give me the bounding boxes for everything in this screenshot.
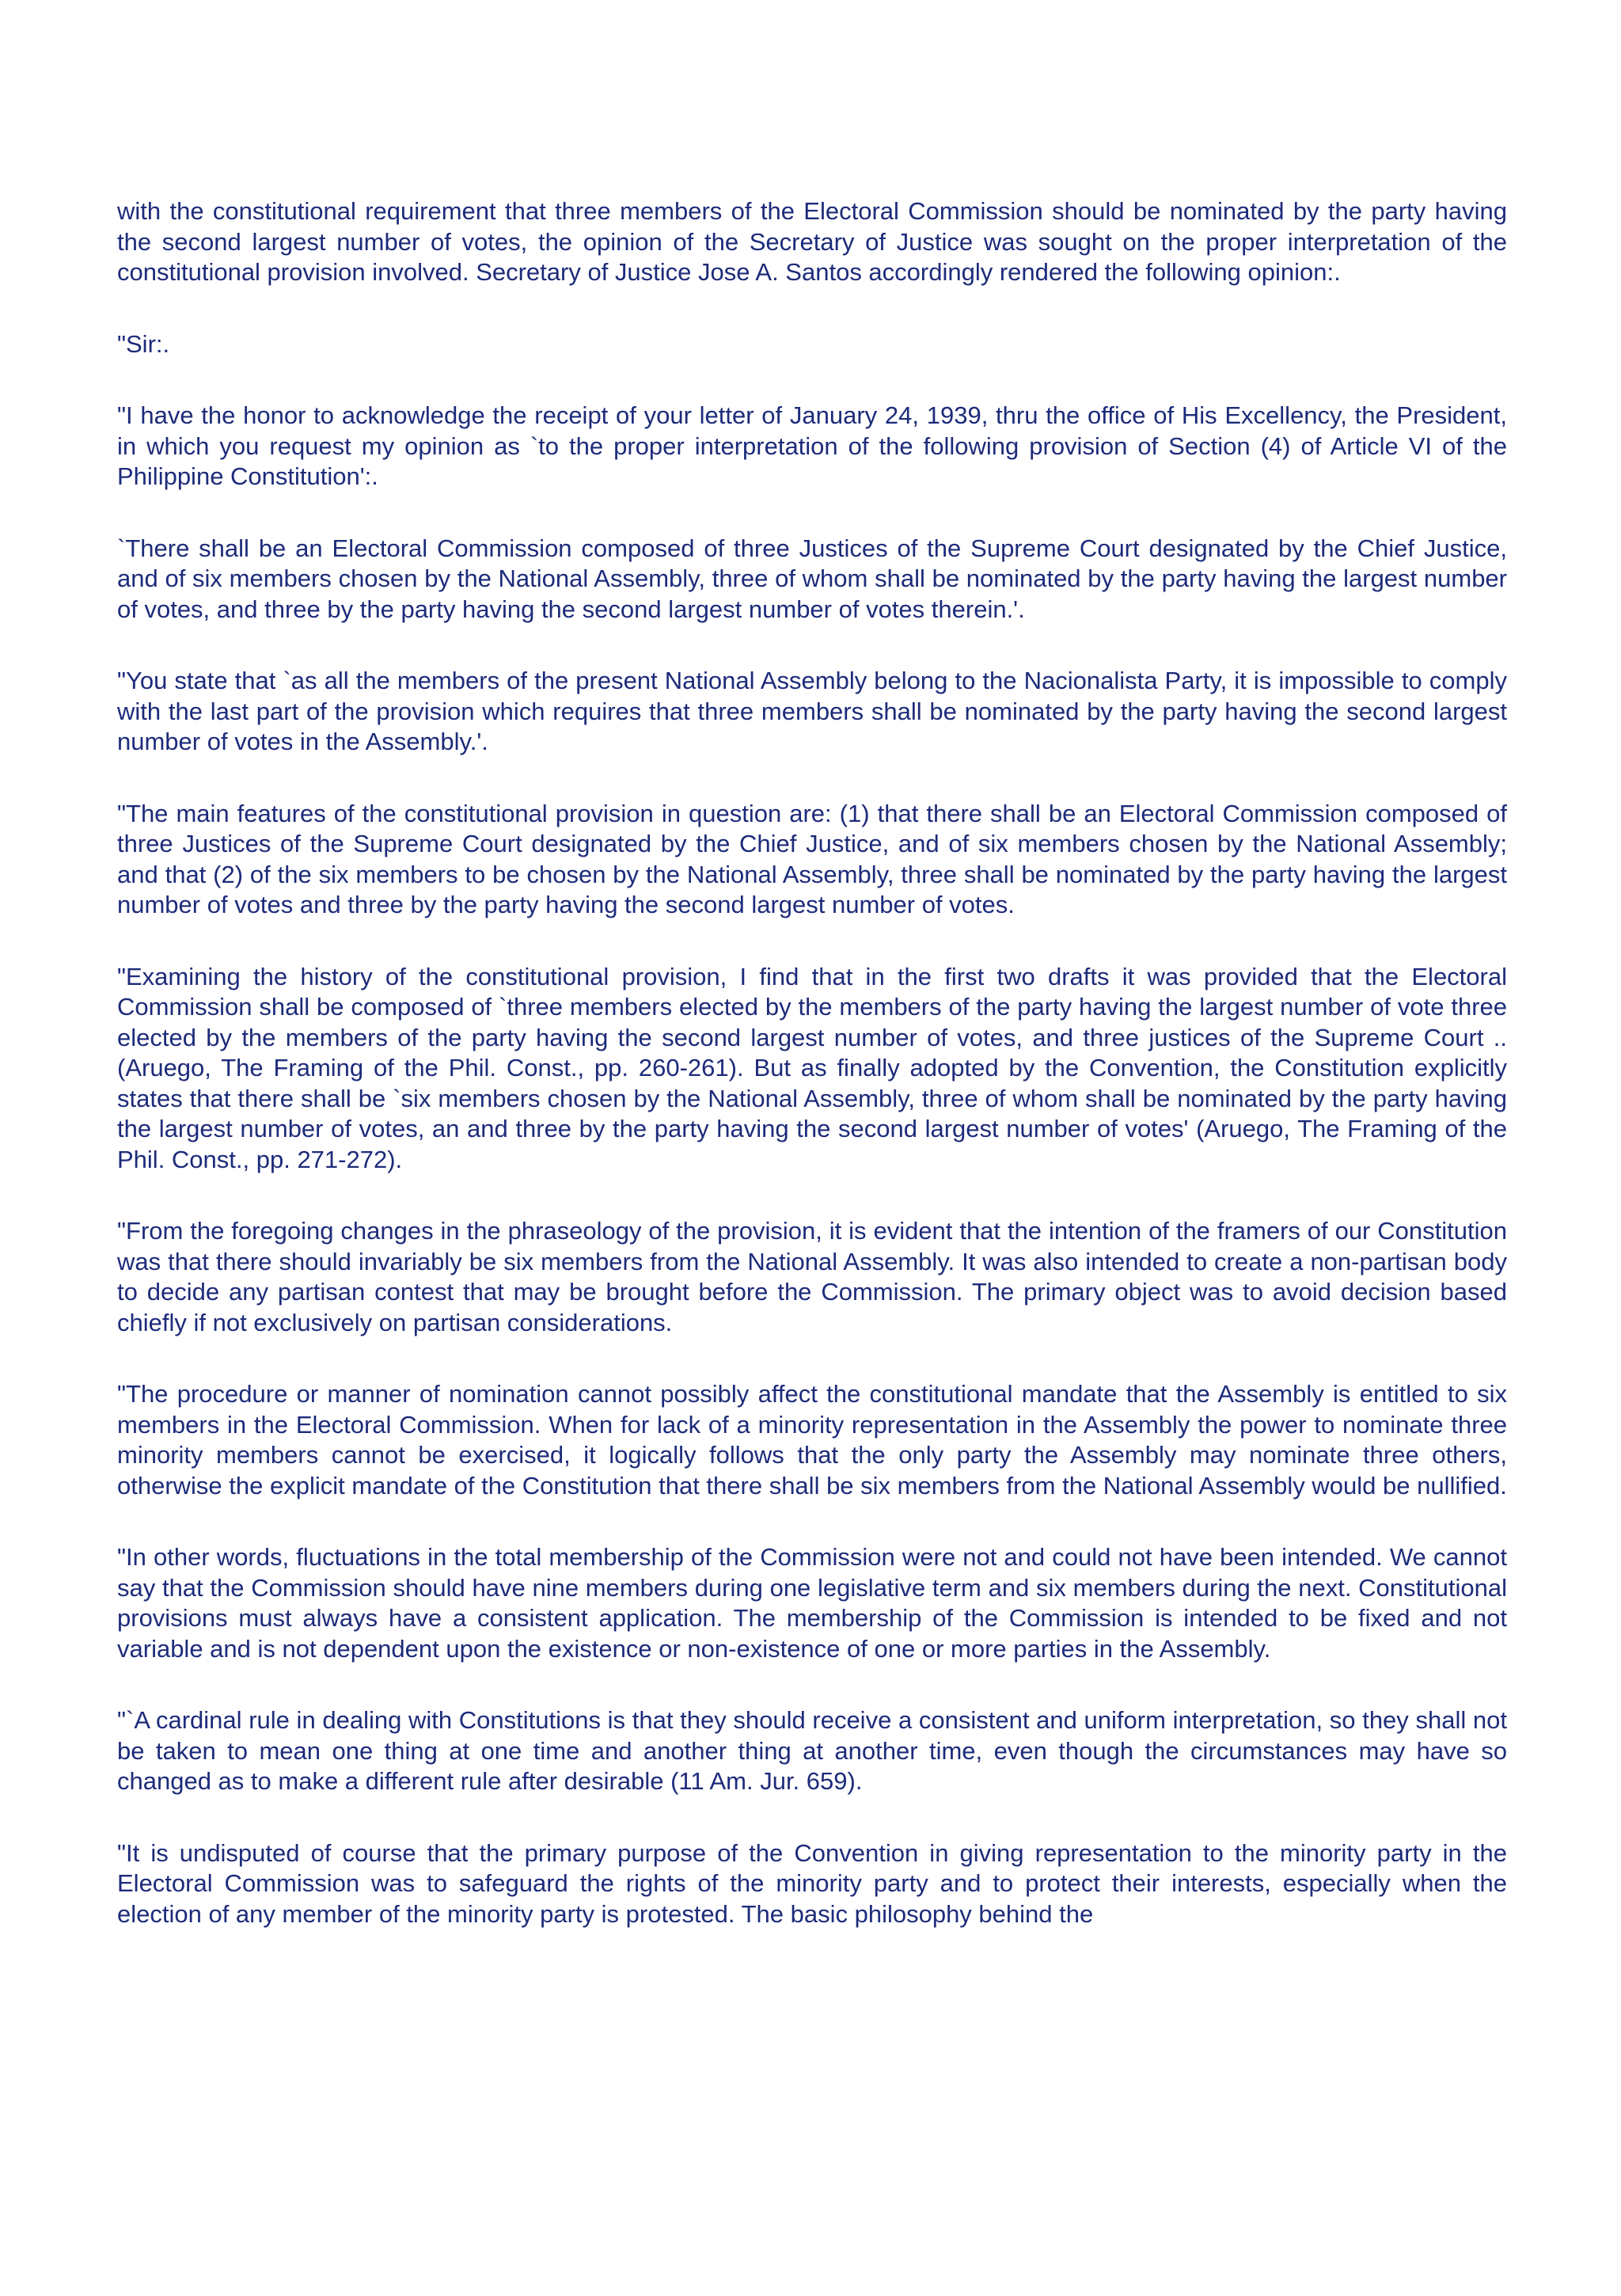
paragraph-salutation: "Sir:. bbox=[117, 329, 170, 358]
document-page bbox=[117, 196, 1507, 1971]
paragraph-main-features: "The main features of the constitutional provision in question are: (1) that there shall be an Electoral Commission composed of three Justices of the Supreme Court designated by the Chief Justice, and of six members chosen by the National Assembly; and that (2) of the six members to be chosen by the National Assembly, three shall be nominated by the party having the largest number of votes and three by the party having the second largest number of votes. bbox=[117, 799, 1507, 918]
paragraph-history: "Examining the history of the constitutional provision, I find that in the first two drafts it was provided that the Electoral Commission shall be composed of `three members elected by the members of the party having the largest number of vote three elected by the members of the party having the second largest number of votes, and three justices of the Supreme Court ..(Aruego, The Framing of the Phil. Const., pp. 260-261). But as finally adopted by the Convention, the Constitution explicitly states that there shall be `six members chosen by the National Assembly, three of whom shall be nominated by the party having the largest number of votes, an and three by the party having the second largest number of votes' (Aruego, The Framing of the Phil. Const., pp. 271-272). bbox=[117, 962, 1507, 1173]
paragraph-provision-quote: `There shall be an Electoral Commission composed of three Justices of the Supreme Court designated by the Chief Justice, and of six members chosen by the National Assembly, three of whom shall be nominated by the party having the largest number of votes, and three by the party having the second largest number of votes therein.'. bbox=[117, 534, 1507, 623]
paragraph-undisputed: "It is undisputed of course that the primary purpose of the Convention in giving representation to the minority party in the Electoral Commission was to safeguard the rights of the minority party and to protect their interests, especially when the election of any member of the minority party is protested. The basic philosophy behind the bbox=[117, 1838, 1507, 1928]
paragraph-acknowledgement: "I have the honor to acknowledge the receipt of your letter of January 24, 1939, thru the office of His Excellency, the President, in which you request my opinion as `to the proper interpretation of the following provision of Section (4) of Article VI of the Philippine Constitution':. bbox=[117, 401, 1507, 490]
paragraph-in-other-words: "In other words, fluctuations in the total membership of the Commission were not and could not have been intended. We cannot say that the Commission should have nine members during one legislative term and six members during the next. Constitutional provisions must always have a consistent application. The membership of the Commission is intended to be fixed and not variable and is not dependent upon the existence or non-existence of one or more parties in the Assembly. bbox=[117, 1543, 1507, 1663]
paragraph-cardinal-rule: "`A cardinal rule in dealing with Constitutions is that they should receive a consistent and uniform interpretation, so they shall not be taken to mean one thing at one time and another thing at another time, even though the circumstances may have so changed as to make a different rule after desirable (11 Am. Jur. 659). bbox=[117, 1706, 1507, 1795]
paragraph-intro: with the constitutional requirement that three members of the Electoral Commission should be nominated by the party having the second largest number of votes, the opinion of the Secretary of Justice was sought on the proper interpretation of the constitutional provision involved. Secretary of Justice Jose A. Santos accordingly rendered the following opinion:. bbox=[117, 197, 1507, 286]
paragraph-foregoing-changes: "From the foregoing changes in the phraseology of the provision, it is evident that the intention of the framers of our Constitution was that there should invariably be six members from the National Assembly. It was also intended to create a non-partisan body to decide any partisan contest that may be brought before the Commission. The primary object was to avoid decision based chiefly if not exclusively on partisan considerations. bbox=[117, 1217, 1507, 1336]
paragraph-procedure: "The procedure or manner of nomination cannot possibly affect the constitutional mandate that the Assembly is entitled to six members in the Electoral Commission. When for lack of a minority representation in the Assembly the power to nominate three minority members cannot be exercised, it logically follows that the only party the Assembly may nominate three others, otherwise the explicit mandate of the Constitution that there shall be six members from the National Assembly would be nullified. bbox=[117, 1380, 1507, 1500]
paragraph-you-state: "You state that `as all the members of the present National Assembly belong to the Nacionalista Party, it is impossible to comply with the last part of the provision which requires that three members shall be nominated by the party having the second largest number of votes in the Assembly.'. bbox=[117, 667, 1507, 755]
